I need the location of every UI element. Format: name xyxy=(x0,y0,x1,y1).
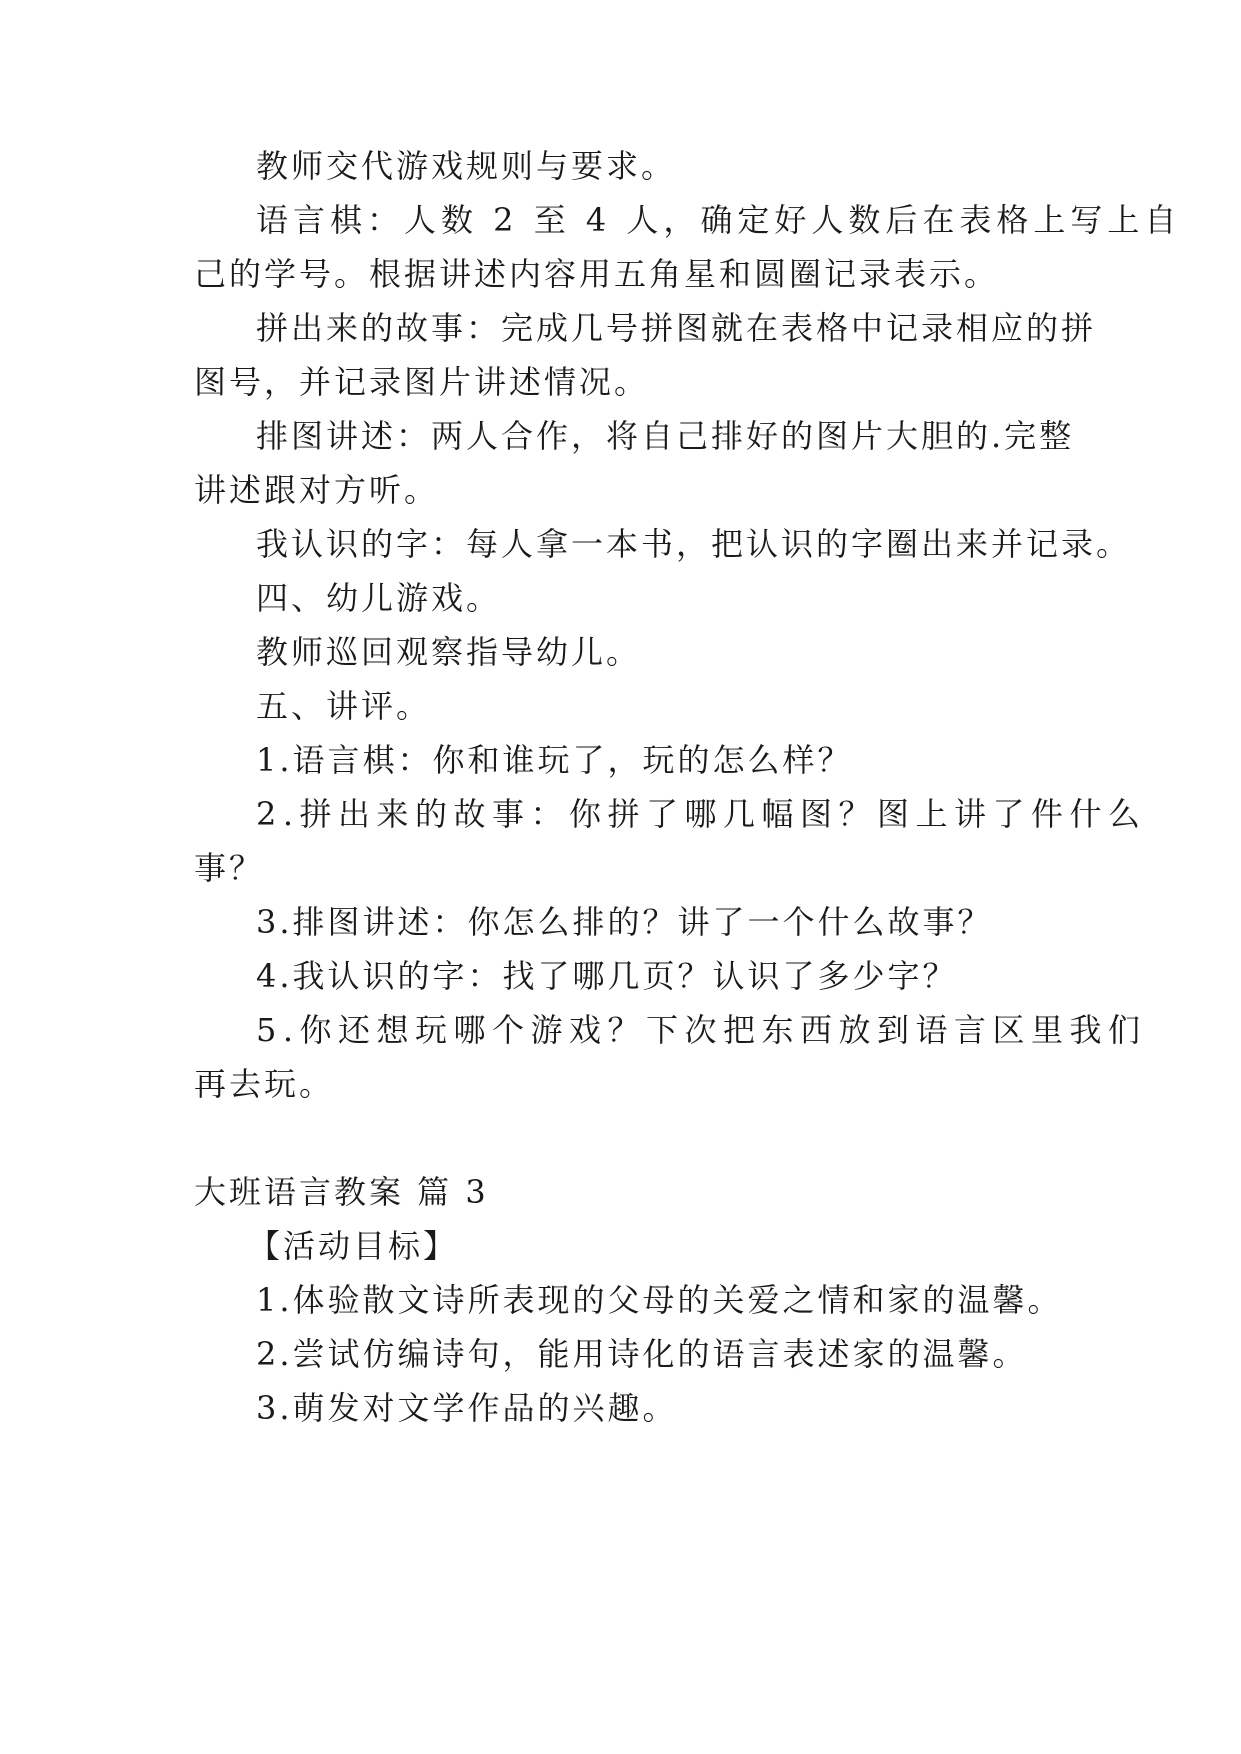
goal-item: 1.体验散文诗所表现的父母的关爱之情和家的温馨。 xyxy=(256,1281,1063,1319)
paragraph-line: 5.你还想玩哪个游戏？下次把东西放到语言区里我们 xyxy=(256,1011,1147,1049)
goal-heading: 【活动目标】 xyxy=(248,1227,459,1265)
goal-item: 2.尝试仿编诗句，能用诗化的语言表述家的温馨。 xyxy=(256,1335,1028,1373)
section-heading: 大班语言教案 篇 3 xyxy=(194,1173,489,1211)
paragraph-line: 语言棋：人数 2 至 4 人，确定好人数后在表格上写上自 xyxy=(256,201,1182,239)
paragraph-line: 讲述跟对方听。 xyxy=(194,471,440,509)
paragraph-line: 排图讲述：两人合作，将自己排好的图片大胆的.完整 xyxy=(256,417,1075,455)
goal-item: 3.萌发对文学作品的兴趣。 xyxy=(256,1389,678,1427)
paragraph: 1.语言棋：你和谁玩了，玩的怎么样？ xyxy=(256,741,853,779)
paragraph: 教师交代游戏规则与要求。 xyxy=(256,147,677,185)
paragraph: 四、幼儿游戏。 xyxy=(256,579,502,617)
paragraph: 五、讲评。 xyxy=(256,687,432,725)
paragraph: 教师巡回观察指导幼儿。 xyxy=(256,633,642,671)
paragraph: 3.排图讲述：你怎么排的？讲了一个什么故事？ xyxy=(256,903,993,941)
paragraph-line: 拼出来的故事：完成几号拼图就在表格中记录相应的拼 xyxy=(256,309,1097,347)
paragraph-line: 己的学号。根据讲述内容用五角星和圆圈记录表示。 xyxy=(194,255,1000,293)
paragraph: 4.我认识的字：找了哪几页？认识了多少字？ xyxy=(256,957,958,995)
paragraph-line: 图号，并记录图片讲述情况。 xyxy=(194,363,650,401)
paragraph-line: 2.拼出来的故事：你拼了哪几幅图？图上讲了件什么 xyxy=(256,795,1147,833)
paragraph: 我认识的字：每人拿一本书，把认识的字圈出来并记录。 xyxy=(256,525,1132,563)
paragraph-line: 事？ xyxy=(194,849,265,887)
paragraph-line: 再去玩。 xyxy=(194,1065,335,1103)
